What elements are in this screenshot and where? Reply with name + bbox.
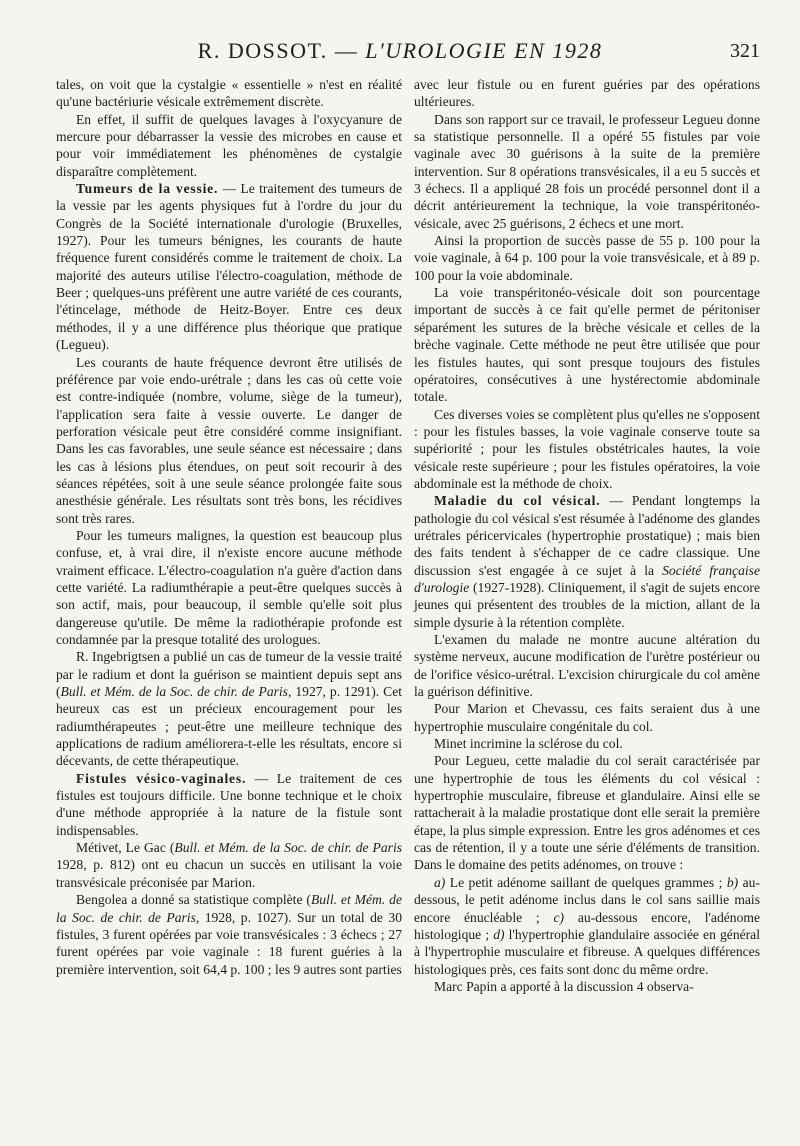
paragraph: Dans son rapport sur ce travail, le professeur Legueu donne sa statistique personnelle. Il a opéré 55 fistules par voie vaginale avec 30 guérisons à la suite de la première intervention. Sur 8 opérations transvésicales, il a eu 5 succès et 3 échecs. Il a appliqué 28 fois un procédé personnel dont il a décrit antérieurement la technique, la voie transpéritonéo-vésicale, avec 25 guérisons, 2 échecs et une mort. xyxy=(414,111,760,231)
paragraph xyxy=(56,891,402,978)
section-heading: Maladie du col vésical. xyxy=(434,493,601,509)
author-name: R. DOSSOT. xyxy=(197,38,328,63)
page-header xyxy=(40,38,760,72)
running-title xyxy=(40,38,760,64)
right-column xyxy=(414,76,760,995)
paragraph: avec leur fistule ou en furent guéries par des opérations ultérieures. xyxy=(414,77,760,110)
paragraph-text: Le petit adénome saillant de quelques grammes ; xyxy=(445,874,727,890)
list-marker: b) xyxy=(726,874,739,890)
paragraph: Marc Papin a apporté à la discussion 4 observa- xyxy=(434,978,694,994)
paragraph-text: Métivet, Le Gac ( xyxy=(76,840,175,856)
paragraph-text: R. Ingebrigtsen a publié un cas de tumeur de la vessie traité par le radium et dont la guérison se maintient depuis sept ans ( xyxy=(56,649,402,700)
paragraph: Pour Legueu, cette maladie du col serait caractérisée par une hypertrophie de tous les éléments du col vésical : hypertrophie musculaire, fibreuse et glandulaire. Ainsi elle se rattacherait à la maladie prostatique dont elle serait la première étape, la plus simple expression. Entre les gros adénomes et ces cas de rétention, il y a toute une série d'éléments de transition. Dans le domaine des petits adénomes, on trouve : xyxy=(414,753,760,873)
paragraph: En effet, il suffit de quelques lavages à l'oxycyanure de mercure pour débarrasser la vessie des microbes en cause et pour voir immédiatement les phénomènes de cystalgie disparaître complètement. xyxy=(56,111,402,179)
paragraph: Minet incrimine la sclérose du col. xyxy=(434,736,623,752)
list-marker: a) xyxy=(434,874,446,890)
citation: Bull. et Mém. de la Soc. de chir. de Paris xyxy=(60,684,288,700)
paragraph-text: l'hypertrophie glandulaire associée en général à l'hypertrophie musculaire et fibreuse. A quelques différences histologiques près, ces faits sont donc du même ordre. xyxy=(414,926,760,977)
paragraph: Ces diverses voies se complètent plus qu'elles ne s'opposent : pour les fistules basses, la voie vaginale conserve toute sa supériorité ; pour les fistules obstétricales hautes, la voie vésicale reste supérieure ; pour les fistules opératoires, la voie abdominale est la méthode de choix. xyxy=(414,406,760,491)
page-number: 321 xyxy=(730,40,760,62)
paragraph-text: — Le traitement de ces fistules est toujours difficile. Une bonne technique et le choix d'une méthode appropriée à la nature de la fistule sont indispensables. xyxy=(56,770,402,838)
paragraph-text: — Le traitement des tumeurs de la vessie par les agents physiques fut à l'ordre du jour du Congrès de la Société internationale d'urologie (Bruxelles, 1927). Pour les tumeurs bénignes, les courants de haute fréquence furent considérés comme le traitement de choix. La majorité des auteurs utilise l'électro-coagulation, méthode de Beer ; quelques-uns préfèrent une autre variété de ces courants, l'étincelage, méthode de Heitz-Boyer. Entre ces deux méthodes, il y a une différence plus théorique que pratique (Legueu). xyxy=(56,181,402,353)
paragraph-text: au-dessous, le petit adénome inclus dans le col sans saillie mais encore énucléable ; xyxy=(414,874,760,925)
citation: Bull. et Mém. de la Soc. de chir. de Paris xyxy=(174,840,403,856)
section-tumeurs xyxy=(56,180,402,353)
paragraph-text: Bengolea a donné sa statistique complète ( xyxy=(76,892,311,908)
enumeration-paragraph xyxy=(414,874,760,978)
paragraph-text: 1928, p. 812) ont eu chacun un succès en utilisant la voie transvésicale préconisée par Marion. xyxy=(56,857,402,890)
section-heading: Tumeurs de la vessie. xyxy=(76,181,219,197)
paragraph: tales, on voit que la cystalgie « essentielle » n'est en réalité qu'une bactériurie vésicale extrêmement discrète. xyxy=(56,77,402,110)
paragraph: L'examen du malade ne montre aucune altération du système nerveux, aucune modification de l'urètre postérieur ou de l'orifice vésico-urétral. L'excision chirurgicale du col amène la guérison définitive. xyxy=(414,632,760,700)
paragraph: Pour les tumeurs malignes, la question est beaucoup plus confuse, et, à vrai dire, il n'existe encore aucune méthode vraiment efficace. L'électro-coagulation n'a guère d'action dans cette variété. La radiumthérapie a peut-être quelques succès à son actif, mais, pour beaucoup, il semble qu'elle soit plus dangereuse qu'utile. De même la radiothérapie profonde est condamnée par la presque totalité des urologues. xyxy=(56,527,402,647)
section-fistules xyxy=(56,770,402,839)
section-maladie-col xyxy=(414,492,760,631)
list-marker: c) xyxy=(553,909,565,925)
paragraph: Pour Marion et Chevassu, ces faits seraient dus à une hypertrophie musculaire congénitale du col. xyxy=(414,701,760,734)
left-column xyxy=(56,76,402,978)
list-marker: d) xyxy=(493,926,505,942)
paragraph-text: (1927-1928). Cliniquement, il s'agit de sujets encore jeunes qui présentent des troubles de la miction, allant de la simple dysurie à la rétention complète. xyxy=(414,579,760,630)
paragraph-text: , 1928, p. 1027). Sur un total de 30 fistules, 3 furent opérées par voie transvésicales : 3 échecs ; 27 furent opérées par voie vaginale : 18 furent guéries à la première intervention, soit 64,4 p. 100 ; les 9 autres sont parties xyxy=(56,909,403,977)
paragraph: Ainsi la proportion de succès passe de 55 p. 100 pour la voie vaginale, à 64 p. 100 pour la voie transvésicale, et à 89 p. 100 pour la voie abdominale. xyxy=(414,233,760,283)
paragraph-text: au-dessous encore, l'adénome histologique ; xyxy=(414,909,761,942)
paragraph: Les courants de haute fréquence devront être utilisés de préférence par voie endo-urétrale ; dans les cas où cette voie est contre-indiquée (nombre, volume, siège de la tumeur), l'application sera faite à vessie ouverte. Le danger de perforation vésicale peut être considéré comme insignifiant. Dans les cas favorables, une seule séance est nécessaire ; dans les cas à lésions plus étendues, on peut soit recourir à des séances répétées, soit à une seule séance prolongée faite sous anesthésie générale. Les résultats sont très bons, les récidives sont très rares. xyxy=(56,354,402,526)
paragraph-text: — Pendant longtemps la pathologie du col vésical s'est résumée à l'adénome des glandes urétrales péricervicales (hypertrophie prostatique) ; mais bien des faits tendent à s'échapper de ce cadre classique. Une discussion s'est engagée à ce sujet à la xyxy=(414,493,760,578)
paragraph xyxy=(56,648,402,769)
subject-title: L'UROLOGIE EN 1928 xyxy=(365,38,603,63)
paragraph: La voie transpéritonéo-vésicale doit son pourcentage important de succès à ce fait qu'elle permet de péritoniser séparément les sutures de la brèche vésicale et celles de la brèche vaginale. Cette méthode ne peut être utilisée que pour les fistules hautes, qui sont presque toujours des fistules opératoires, consécutives à une hystérectomie abdominale totale. xyxy=(414,285,760,405)
citation: Bull. et Mém. de la Soc. de chir. de Paris xyxy=(56,892,402,925)
section-heading: Fistules vésico-vaginales. xyxy=(76,770,247,786)
paragraph-text: , 1927, p. 1291). Cet heureux cas est un précieux encouragement pour les radiumthérapeutes ; peut-être une meilleure technique des applications de radium améliorera-t-elle les résultats, encore si décevants, de cette thérapeutique. xyxy=(56,684,403,769)
paragraph xyxy=(56,839,402,891)
title-separator: — xyxy=(327,38,366,63)
citation: Société française d'urologie xyxy=(414,562,760,595)
